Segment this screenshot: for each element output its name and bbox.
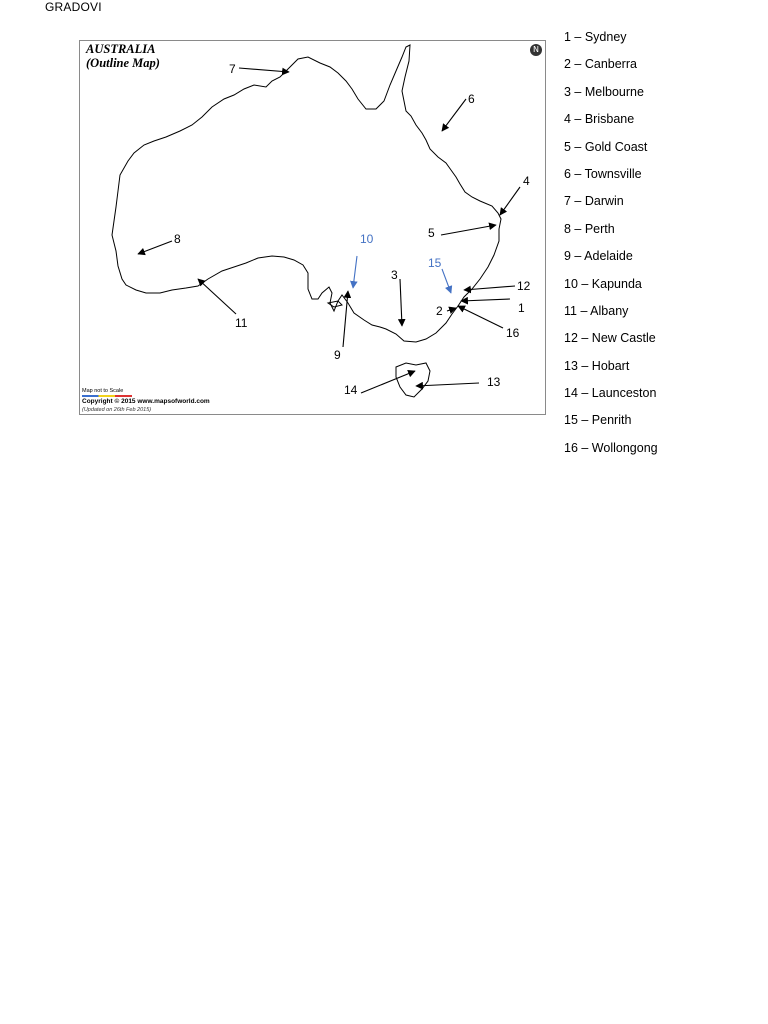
compass-icon: N	[530, 44, 542, 56]
tasmania-outline	[396, 363, 430, 397]
marker-15: 15	[428, 256, 442, 270]
marker-9: 9	[334, 348, 341, 362]
mainland-outline	[112, 45, 501, 342]
map-drawing	[80, 41, 546, 415]
marker-14: 14	[344, 383, 358, 397]
marker-11: 11	[235, 316, 248, 330]
marker-1: 1	[518, 301, 525, 315]
australia-outline-map	[79, 40, 546, 415]
marker-3: 3	[391, 268, 398, 282]
map-updated-note: (Updated on 26th Feb 2015)	[82, 407, 152, 413]
legend-item: 15 – Penrith	[564, 413, 632, 428]
legend-item: 8 – Perth	[564, 221, 615, 236]
marker-7: 7	[229, 62, 236, 76]
map-title-line1: AUSTRALIA	[86, 42, 156, 56]
marker-16: 16	[506, 326, 520, 340]
marker-13: 13	[487, 375, 501, 389]
map-title-line2: (Outline Map)	[86, 56, 160, 70]
marker-2: 2	[436, 304, 443, 318]
legend-item: 11 – Albany	[564, 303, 629, 318]
map-copyright: Copyright © 2015 www.mapsofworld.com	[82, 398, 210, 405]
map-scale-note: Map not to Scale	[82, 388, 124, 394]
marker-12: 12	[517, 279, 531, 293]
legend-item: 10 – Kapunda	[564, 276, 642, 291]
marker-5: 5	[428, 226, 435, 240]
marker-8: 8	[174, 232, 181, 246]
marker-4: 4	[523, 174, 530, 188]
legend-item: 2 – Canberra	[564, 57, 637, 72]
legend-item: 16 – Wollongong	[564, 440, 658, 455]
legend-item: 1 – Sydney	[564, 30, 627, 44]
legend-item: 5 – Gold Coast	[564, 139, 648, 154]
map-credit-bar	[82, 395, 132, 397]
legend-item: 9 – Adelaide	[564, 249, 633, 264]
legend-item: 7 – Darwin	[564, 194, 624, 209]
marker-6: 6	[468, 92, 475, 106]
legend-item: 13 – Hobart	[564, 358, 630, 373]
legend-item: 6 – Townsville	[564, 166, 642, 181]
legend-item: 14 – Launceston	[564, 386, 657, 401]
city-legend	[564, 29, 658, 467]
legend-item: 12 – New Castle	[564, 331, 656, 346]
legend-item: 4 – Brisbane	[564, 112, 635, 127]
legend-item: 3 – Melbourne	[564, 84, 644, 99]
page-heading: GRADOVI	[45, 0, 102, 14]
marker-10: 10	[360, 232, 374, 246]
